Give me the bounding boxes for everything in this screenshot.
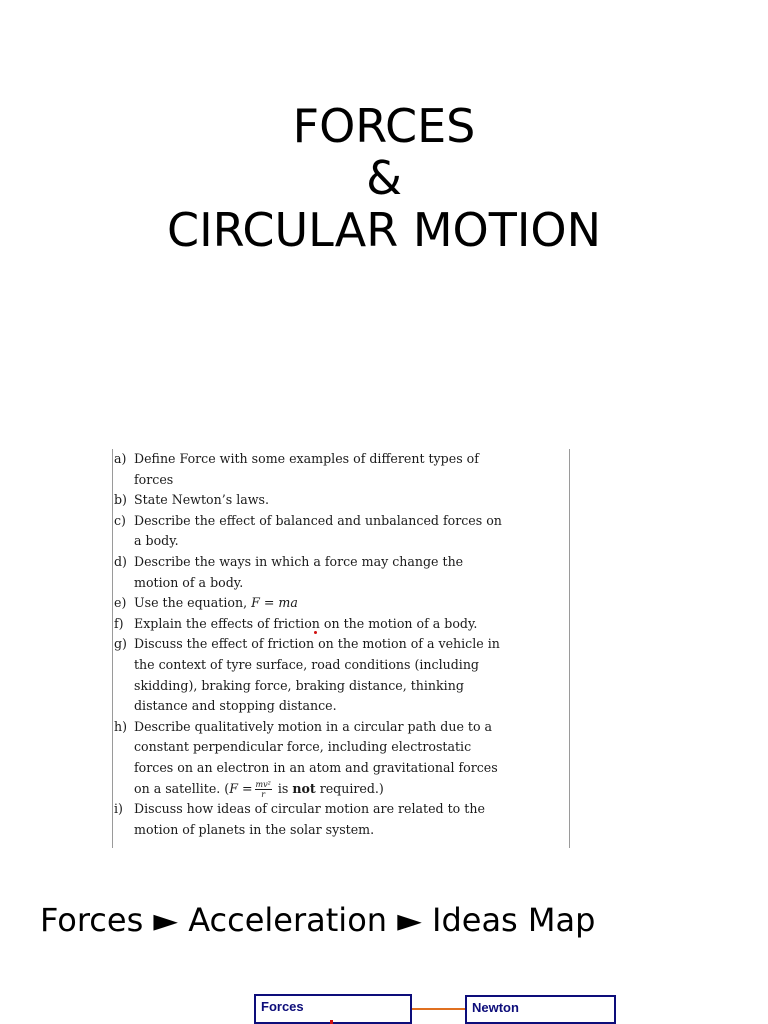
- formula-fraction: [255, 780, 272, 799]
- objective-line: Define Force with some examples of different types of: [134, 451, 479, 466]
- formula-lhs: F =: [229, 780, 253, 796]
- objective-line: constant perpendicular force, including electrostatic: [134, 739, 472, 755]
- objective-line: forces: [134, 471, 174, 487]
- objective-letter: e): [114, 595, 127, 611]
- objective-bold-text: not: [292, 780, 316, 796]
- objective-letter: d): [114, 553, 127, 569]
- equation-f-ma: F = ma: [251, 595, 298, 611]
- learning-objectives-image: [112, 449, 570, 848]
- objective-c: [113, 511, 569, 552]
- objective-i: [113, 799, 569, 840]
- title-line-ampersand: &: [366, 151, 402, 205]
- objective-line: Describe the effect of balanced and unbalanced forces on: [134, 512, 502, 528]
- objective-letter: f): [114, 615, 124, 631]
- objective-f: [113, 614, 569, 635]
- objective-letter: i): [114, 801, 123, 817]
- objective-line: motion of planets in the solar system.: [134, 821, 375, 837]
- objective-text: required.): [315, 780, 384, 796]
- objective-line: Explain the effects of friction on the motion of a body.: [134, 615, 478, 631]
- objective-line: Discuss the effect of friction on the motion of a vehicle in: [134, 636, 500, 652]
- objective-g: [113, 634, 569, 716]
- ideas-map-node-forces: Forces: [254, 994, 412, 1024]
- objective-e: [113, 593, 569, 614]
- objective-line: skidding), braking force, braking distance, thinking: [134, 677, 464, 693]
- objective-letter: h): [114, 718, 128, 734]
- objective-letter: b): [114, 492, 127, 508]
- objective-b: [113, 490, 569, 511]
- objective-line: distance and stopping distance.: [134, 698, 337, 714]
- objective-line: Describe the ways in which a force may change the: [134, 553, 464, 569]
- red-marker-dot: [314, 631, 317, 634]
- objective-line: [134, 779, 569, 800]
- objective-d: [113, 552, 569, 593]
- objective-line: Describe qualitatively motion in a circular path due to a: [134, 718, 493, 734]
- title-line-circular-motion: CIRCULAR MOTION: [166, 203, 602, 257]
- objective-line: Discuss how ideas of circular motion are related to the: [134, 801, 485, 817]
- ideas-map-heading: Forces ► Acceleration ► Ideas Map: [40, 901, 596, 939]
- objective-text: is: [273, 780, 293, 796]
- title-line-forces: FORCES: [292, 99, 476, 153]
- objective-h: [113, 717, 569, 799]
- ideas-map-connector: [412, 1008, 465, 1010]
- objective-line: [134, 593, 569, 614]
- objective-line: the context of tyre surface, road conditions (including: [134, 656, 479, 672]
- objective-letter: c): [114, 512, 126, 528]
- objective-line: State Newton’s laws.: [134, 492, 269, 508]
- objective-letter: g): [114, 636, 127, 652]
- objective-line: a body.: [134, 533, 179, 549]
- ideas-map-connector-stub: [330, 1020, 333, 1024]
- objective-letter: a): [114, 451, 127, 466]
- formula-denominator: r: [261, 789, 266, 799]
- formula-numerator: mv²: [255, 779, 271, 789]
- objective-a: [113, 449, 569, 490]
- ideas-map-node-newton: Newton: [465, 995, 616, 1024]
- title: [0, 100, 768, 256]
- objective-line: forces on an electron in an atom and gravitational forces: [134, 759, 498, 775]
- objective-text: on a satellite. (: [134, 780, 230, 796]
- objective-text: Use the equation,: [134, 595, 252, 611]
- objective-line: motion of a body.: [134, 574, 244, 590]
